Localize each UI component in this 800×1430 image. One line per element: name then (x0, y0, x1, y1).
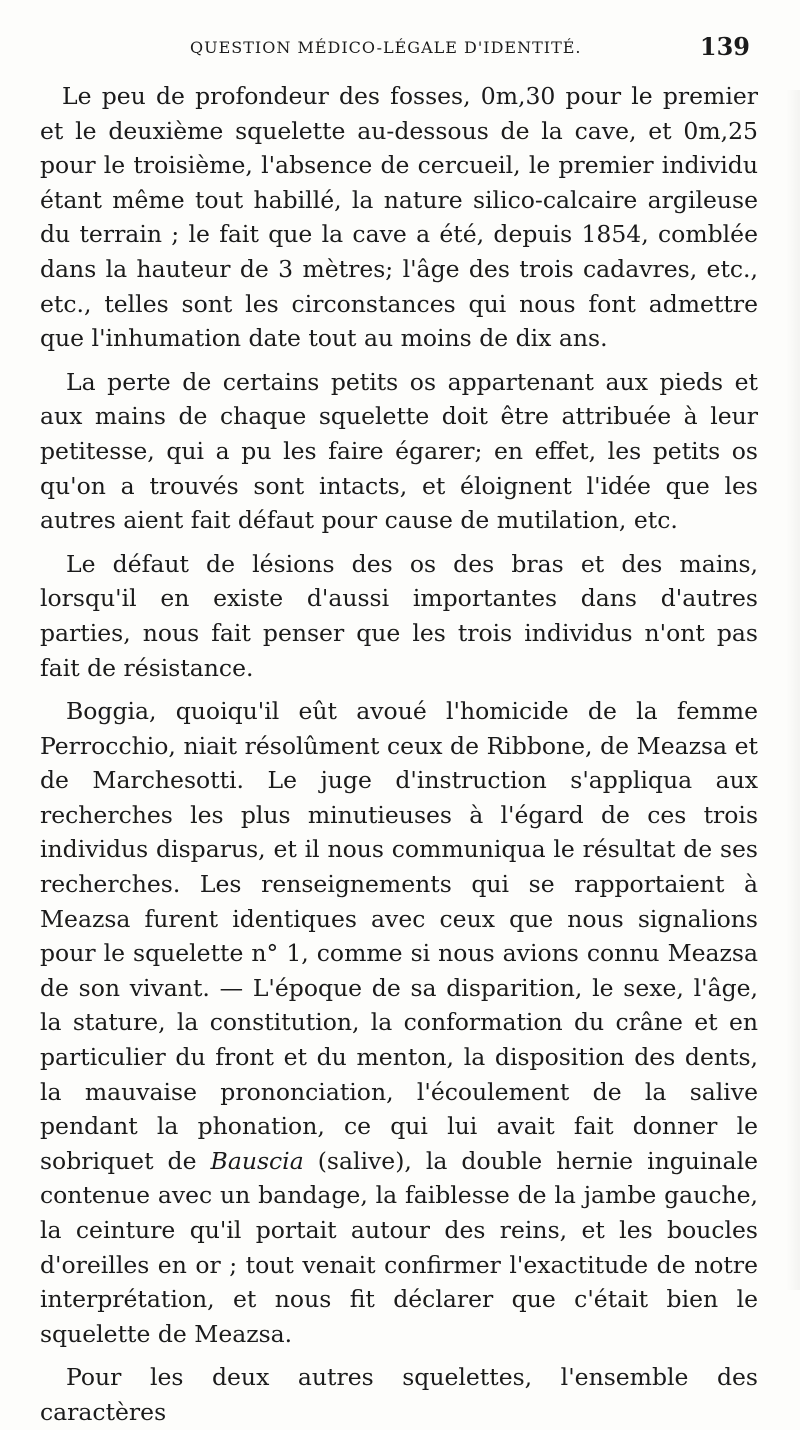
paragraph-4-tail: (salive), la double hernie inguinale contenue avec un bandage, la faiblesse de la jambe gauche, la ceinture qu'il portait autour des reins, et les boucles d'oreilles en or ; tout venait confirmer l'exactitude de notre interprétation, et nous fit déclarer que c'était bien le squelette de Meazsa. (40, 1146, 758, 1348)
body-text (40, 79, 758, 1430)
nickname-italic: Bauscia (210, 1146, 304, 1175)
paragraph-3: Le défaut de lésions des os des bras et des mains, lorsqu'il en existe d'aussi importantes dans d'autres parties, nous fait penser que les trois individus n'ont pas fait de résistance. (40, 549, 758, 682)
page-number: 139 (699, 32, 750, 61)
page-header (40, 30, 758, 67)
paragraph-4 (40, 694, 758, 1351)
page-edge-shadow (786, 90, 800, 1290)
paragraph-4-text: Boggia, quoiqu'il eût avoué l'homicide de la femme Perrocchio, niait résolûment ceux de Ribbone, de Meazsa et de Marchesotti. Le juge d'instruction s'appliqua aux recherches les plus minutieuses à l'égard de ces trois individus disparus, et il nous communiqua le résultat de ses recherches. Les renseignements qui se rapportaient à Meazsa furent identiques avec ceux que nous signalions pour le squelette n° 1, comme si nous avions connu Meazsa de son vivant. — L'époque de sa disparition, le sexe, l'âge, la stature, la constitution, la conformation du crâne et en particulier du front et du menton, la disposition des dents, la mauvaise prononciation, l'écoulement de la salive pendant la phonation, ce qui lui avait fait donner le sobriquet de (40, 697, 758, 1175)
paragraph-1: Le peu de profondeur des fosses, 0m,30 pour le premier et le deuxième squelette au-dessous de la cave, et 0m,25 pour le troisième, l'absence de cercueil, le premier individu étant même tout habillé, la nature silico-calcaire argileuse du terrain ; le fait que la cave a été, depuis 1854, comblée dans la hauteur de 3 mètres; l'âge des trois cadavres, etc., etc., telles sont les circonstances qui nous font admettre que l'inhumation date tout au moins de dix ans. (40, 82, 758, 353)
paragraph-5: Pour les deux autres squelettes, l'ensemble des caractères (40, 1363, 758, 1426)
paragraph-2: La perte de certains petits os appartenant aux pieds et aux mains de chaque squelette doit être attribuée à leur petitesse, qui a pu les faire égarer; en effet, les petits os qu'on a trouvés sont intacts, et éloignent l'idée que les autres aient fait défaut pour cause de mutilation, etc. (40, 367, 758, 535)
running-title: QUESTION MÉDICO-LÉGALE D'IDENTITÉ. (190, 38, 582, 57)
